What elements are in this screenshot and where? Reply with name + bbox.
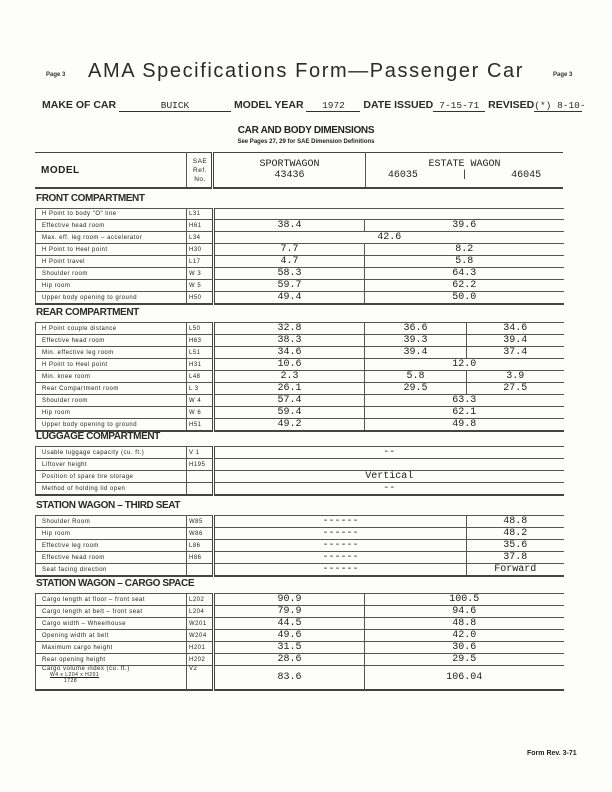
row-label: H Point travel	[36, 256, 187, 268]
row-label: Hip room	[36, 407, 187, 419]
sportwagon-header	[213, 153, 366, 189]
sae-label: SAE	[192, 157, 208, 165]
estate-wagon-value: 42.0	[365, 630, 564, 642]
sportwagon-value: 28.6	[214, 654, 365, 666]
table-row	[36, 540, 564, 552]
row-label: Cargo length at floor – front seat	[36, 594, 187, 606]
row-label: Effective head room	[36, 552, 187, 564]
sportwagon-value: 49.6	[214, 630, 365, 642]
estate-46045-value: 34.6	[467, 323, 564, 335]
sae-ref: H202	[187, 654, 214, 666]
row-label: Position of spare tire storage	[36, 471, 187, 483]
sae-ref: W86	[187, 528, 214, 540]
row-label: Effective head room	[36, 335, 187, 347]
dimension-table	[35, 208, 564, 305]
table-row	[36, 268, 564, 280]
sae-ref: L31	[187, 209, 214, 220]
table-row	[36, 419, 564, 432]
row-label: Rear opening height	[36, 654, 187, 666]
sportwagon-value: 26.1	[214, 383, 365, 395]
row-label: Rear Compartment room	[36, 383, 187, 395]
row-label: Hip room	[36, 280, 187, 292]
table-row	[36, 642, 564, 654]
estate-wagon-value: 8.2	[365, 244, 564, 256]
table-row	[36, 256, 564, 268]
sae-ref: H86	[187, 552, 214, 564]
table-row	[36, 280, 564, 292]
row-label: Upper body opening to ground	[36, 292, 187, 305]
all-models-value: --	[214, 447, 564, 459]
sportwagon-value: 59.4	[214, 407, 365, 419]
row-label: Min. knee room	[36, 371, 187, 383]
sae-ref: H61	[187, 220, 214, 232]
sae-ref: W85	[187, 516, 214, 528]
section-heading: STATION WAGON – THIRD SEAT	[36, 500, 181, 511]
form-revision: Form Rev. 3-71	[527, 750, 577, 757]
sae-ref: W 6	[187, 407, 214, 419]
sae-ref: W 3	[187, 268, 214, 280]
estate-46045-value: 37.8	[467, 552, 564, 564]
sae-ref	[187, 483, 214, 496]
table-row	[36, 630, 564, 642]
row-label	[36, 666, 187, 690]
section-heading: REAR COMPARTMENT	[36, 307, 139, 318]
table-row	[36, 323, 564, 335]
row-label: Shoulder room	[36, 395, 187, 407]
sportwagon-value: 32.8	[214, 323, 365, 335]
sportwagon-estate-46035-value: ------	[214, 564, 467, 577]
sportwagon-value: 59.7	[214, 280, 365, 292]
sae-ref: L 3	[187, 383, 214, 395]
sportwagon-estate-46035-value: ------	[214, 540, 467, 552]
sae-ref: L17	[187, 256, 214, 268]
section-heading: STATION WAGON – CARGO SPACE	[36, 578, 195, 589]
sae-ref: H63	[187, 335, 214, 347]
sae-ref: H31	[187, 359, 214, 371]
table-row	[36, 347, 564, 359]
estate-number-1: 46035	[387, 170, 418, 181]
row-label: Shoulder room	[36, 268, 187, 280]
table-row	[36, 383, 564, 395]
estate-wagon-value: 100.5	[365, 594, 564, 606]
sae-ref: W 4	[187, 395, 214, 407]
sportwagon-estate-46035-value: ------	[214, 552, 467, 564]
car-header	[42, 99, 586, 112]
sportwagon-value: 83.6	[214, 666, 365, 690]
estate-wagon-value: 5.8	[365, 256, 564, 268]
table-row	[36, 459, 564, 471]
sae-ref: H195	[187, 459, 214, 471]
estate-46035-value: 5.8	[365, 371, 467, 383]
sae-ref: V2	[187, 666, 214, 690]
table-row	[36, 483, 564, 496]
estate-number-divider: |	[461, 170, 468, 181]
estate-number-2: 46045	[511, 170, 542, 181]
estate-wagon-value: 12.0	[365, 359, 564, 371]
table-row	[36, 516, 564, 528]
sae-ref-header	[187, 153, 213, 189]
model-label: MODEL	[35, 153, 187, 189]
row-label: Maximum cargo height	[36, 642, 187, 654]
estate-46045-value: Forward	[467, 564, 564, 577]
table-row	[36, 447, 564, 459]
form-title: AMA Specifications Form—Passenger Car	[88, 60, 525, 82]
table-row	[36, 244, 564, 256]
revised-value: (*) 8-10-	[534, 100, 586, 111]
sae-ref: L204	[187, 606, 214, 618]
dimension-table	[35, 322, 564, 432]
estate-numbers	[366, 170, 563, 181]
estate-46045-value: 37.4	[467, 347, 564, 359]
issued-value: 7-15-71	[433, 100, 485, 112]
table-row	[36, 220, 564, 232]
volume-formula	[42, 672, 186, 684]
formula-denominator: 1728	[64, 678, 78, 684]
table-row	[36, 594, 564, 606]
row-label: Seat facing direction	[36, 564, 187, 577]
sae-ref: L202	[187, 594, 214, 606]
table-row	[36, 209, 564, 220]
estate-46045-value: 48.8	[467, 516, 564, 528]
sae-ref: L51	[187, 347, 214, 359]
sportwagon-value: 7.7	[214, 244, 365, 256]
table-row	[36, 606, 564, 618]
sae-ref: H201	[187, 642, 214, 654]
make-label: MAKE OF CAR	[42, 99, 117, 111]
row-label: Cargo volume index (cu. ft.)	[42, 666, 130, 672]
row-label: Cargo length at belt – front seat	[36, 606, 187, 618]
sae-ref	[187, 564, 214, 577]
all-models-value	[214, 209, 564, 220]
no-label: No.	[194, 175, 206, 183]
ref-label: Ref.	[193, 166, 207, 174]
estate-46035-value: 39.3	[365, 335, 467, 347]
sportwagon-value: 10.6	[214, 359, 365, 371]
estate-wagon-value: 62.2	[365, 280, 564, 292]
row-label: Min. effective leg room	[36, 347, 187, 359]
row-label: Cargo width – Wheelhouse	[36, 618, 187, 630]
table-row	[36, 654, 564, 666]
estate-46035-value: 29.5	[365, 383, 467, 395]
row-label: H Point to body "O" line	[36, 209, 187, 220]
all-models-value: --	[214, 483, 564, 496]
estate-wagon-value: 64.3	[365, 268, 564, 280]
estate-wagon-value: 29.5	[365, 654, 564, 666]
estate-wagon-value: 62.1	[365, 407, 564, 419]
sae-ref: V 1	[187, 447, 214, 459]
estate-46045-value: 35.6	[467, 540, 564, 552]
table-row	[36, 471, 564, 483]
estate-wagon-header	[366, 153, 564, 189]
sae-ref: H50	[187, 292, 214, 305]
table-row	[36, 618, 564, 630]
dimension-table	[35, 515, 564, 577]
estate-wagon-value: 106.04	[365, 666, 564, 690]
estate-wagon-name: ESTATE WAGON	[428, 159, 501, 170]
table-row	[36, 528, 564, 540]
row-label: Effective leg room	[36, 540, 187, 552]
all-models-value: Vertical	[214, 471, 564, 483]
sportwagon-value: 31.5	[214, 642, 365, 654]
formula-numerator: W4 x L204 x H201	[50, 672, 100, 678]
sae-ref: W204	[187, 630, 214, 642]
sportwagon-value: 4.7	[214, 256, 365, 268]
estate-wagon-value: 30.6	[365, 642, 564, 654]
table-row	[36, 552, 564, 564]
sportwagon-estate-46035-value: ------	[214, 516, 467, 528]
estate-wagon-value: 63.3	[365, 395, 564, 407]
sportwagon-value: 79.9	[214, 606, 365, 618]
make-value: BUICK	[119, 100, 231, 112]
issued-label: DATE ISSUED	[363, 99, 434, 111]
estate-46045-value: 48.2	[467, 528, 564, 540]
sportwagon-value: 57.4	[214, 395, 365, 407]
section-title: CAR AND BODY DIMENSIONS	[237, 125, 375, 136]
table-row	[36, 292, 564, 305]
all-models-value: 42.6	[214, 232, 564, 244]
year-label: MODEL YEAR	[233, 99, 304, 111]
section-heading: LUGGAGE COMPARTMENT	[36, 431, 160, 442]
sae-ref	[187, 471, 214, 483]
estate-46045-value: 39.4	[467, 335, 564, 347]
row-label: Method of holding lid open	[36, 483, 187, 496]
table-row	[36, 407, 564, 419]
sportwagon-value: 49.4	[214, 292, 365, 305]
row-label: Upper body opening to ground	[36, 419, 187, 432]
sae-ref: H30	[187, 244, 214, 256]
row-label: H Point couple distance	[36, 323, 187, 335]
row-label: Liftover height	[36, 459, 187, 471]
estate-wagon-value: 50.0	[365, 292, 564, 305]
estate-wagon-value: 49.8	[365, 419, 564, 432]
row-label: H Point to Heel point	[36, 359, 187, 371]
page-number-left: Page 3	[46, 72, 66, 78]
table-row	[36, 359, 564, 371]
table-row	[36, 666, 564, 690]
sportwagon-value: 38.3	[214, 335, 365, 347]
sportwagon-value: 38.4	[214, 220, 365, 232]
table-row	[36, 335, 564, 347]
sportwagon-value: 2.3	[214, 371, 365, 383]
sportwagon-name: SPORTWAGON	[259, 159, 320, 170]
sae-ref: L34	[187, 232, 214, 244]
sportwagon-value: 44.5	[214, 618, 365, 630]
sportwagon-estate-46035-value: ------	[214, 528, 467, 540]
estate-46045-value: 27.5	[467, 383, 564, 395]
estate-46045-value: 3.9	[467, 371, 564, 383]
sportwagon-value: 58.3	[214, 268, 365, 280]
dimension-table	[35, 593, 564, 691]
sae-ref: L50	[187, 323, 214, 335]
table-row	[36, 395, 564, 407]
sae-ref: L86	[187, 540, 214, 552]
row-label: Opening width at belt	[36, 630, 187, 642]
row-label: Shoulder Room	[36, 516, 187, 528]
sportwagon-value: 49.2	[214, 419, 365, 432]
row-label: Effective head room	[36, 220, 187, 232]
estate-wagon-value: 94.6	[365, 606, 564, 618]
page-number-right: Page 3	[553, 72, 573, 78]
estate-wagon-value: 39.6	[365, 220, 564, 232]
section-subtitle: See Pages 27, 29 for SAE Dimension Definitions	[237, 139, 375, 145]
revised-label: REVISED	[488, 99, 535, 111]
table-row	[36, 371, 564, 383]
table-row	[36, 564, 564, 577]
dimension-table	[35, 446, 564, 496]
estate-46035-value: 39.4	[365, 347, 467, 359]
row-label: Hip room	[36, 528, 187, 540]
row-label: H Point to Heel point	[36, 244, 187, 256]
sae-ref: W201	[187, 618, 214, 630]
all-models-value	[214, 459, 564, 471]
sae-ref: L48	[187, 371, 214, 383]
year-value: 1972	[306, 100, 360, 112]
sportwagon-number: 43436	[274, 170, 305, 181]
estate-46035-value: 36.6	[365, 323, 467, 335]
sportwagon-value: 34.6	[214, 347, 365, 359]
table-row	[36, 232, 564, 244]
section-heading: FRONT COMPARTMENT	[36, 193, 145, 204]
estate-wagon-value: 48.8	[365, 618, 564, 630]
row-label: Usable luggage capacity (cu. ft.)	[36, 447, 187, 459]
model-header-table	[35, 152, 563, 189]
sae-ref: H51	[187, 419, 214, 432]
row-label: Max. eff. leg room – accelerator	[36, 232, 187, 244]
sae-ref: W 5	[187, 280, 214, 292]
sportwagon-value: 90.9	[214, 594, 365, 606]
